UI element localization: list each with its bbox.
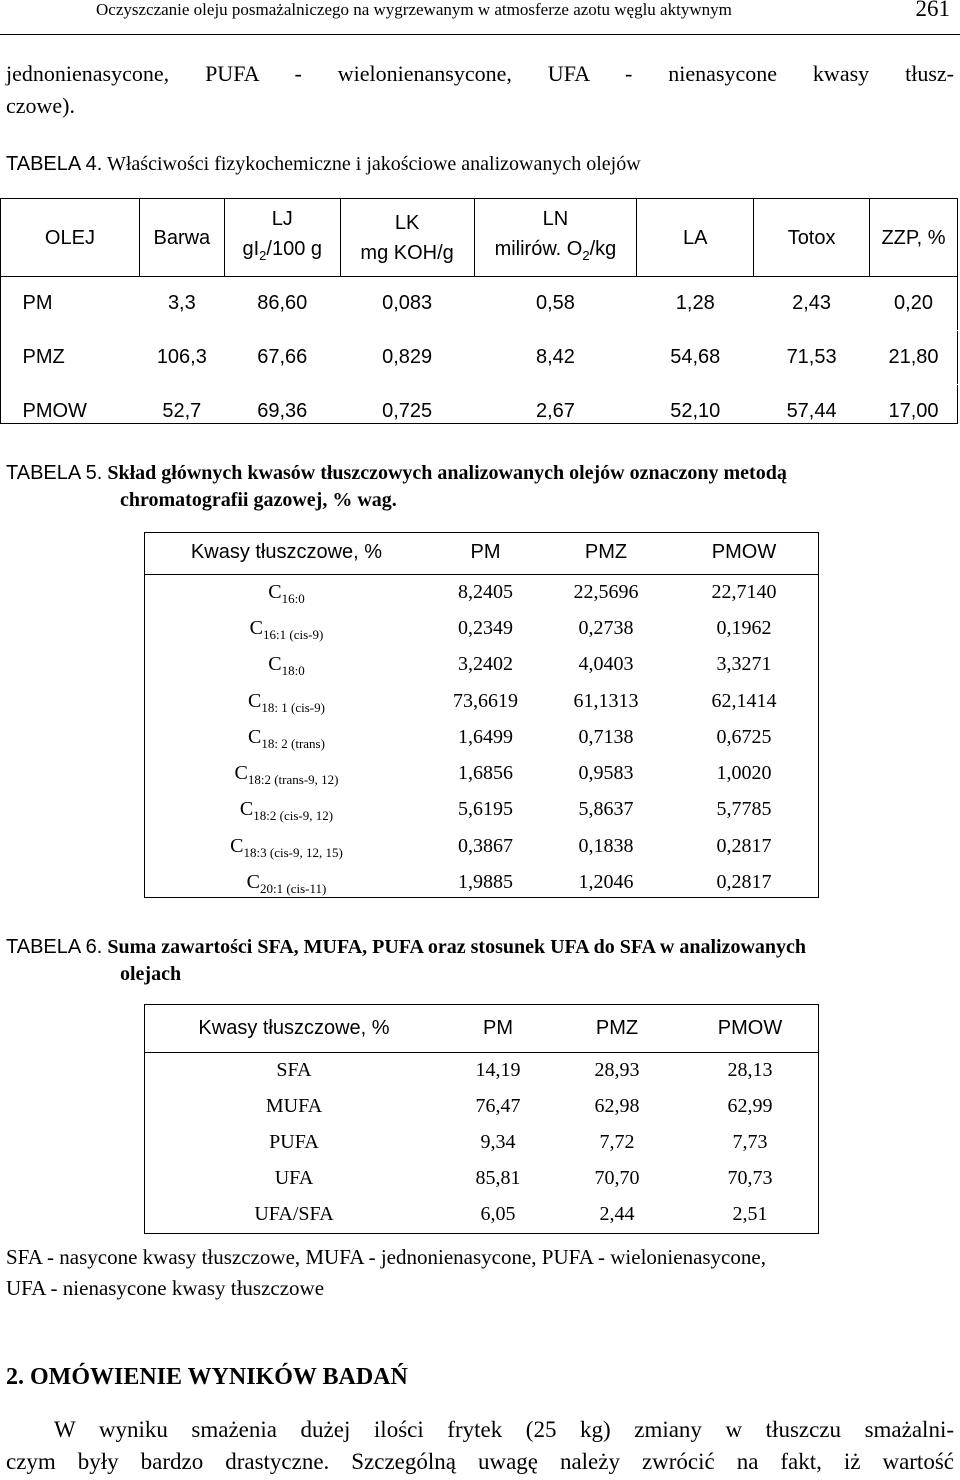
table4-header-lk: LK mg KOH/g: [340, 199, 474, 277]
table5-header-pmow: PMOW: [670, 532, 818, 574]
table4-header-lj: LJ $gI_2/100$ g: [224, 199, 340, 277]
table6-header-pmow: PMOW: [717, 1016, 783, 1039]
table-row: $C_{18:0}$ 3,2402 4,0403 3,3271: [268, 653, 772, 679]
table4: [0, 198, 958, 439]
table4-header-ln: LN milirów. $O_2/kg$: [474, 199, 637, 277]
table4-header-la: LA: [637, 199, 754, 277]
table4-header-barwa: Barwa: [139, 199, 224, 277]
table4-title: Właściwości fizykochemiczne i jakościowe analizowanych olejów: [107, 153, 641, 175]
intro-line-2: czowe).: [6, 93, 76, 118]
table-row: PMZ 106,3 67,66 0,829 8,42 54,68 71,53 21,80: [1, 331, 958, 385]
table6-header-row: [144, 1004, 818, 1052]
table-row: MUFA 76,47 62,98 62,99: [265, 1094, 773, 1117]
table5-title-line1: Skład głównych kwasów tłuszczowych analizowanych olejów oznaczony metodą: [107, 462, 787, 484]
table4-caption: [6, 151, 641, 178]
table-row: $C_{18: 2 (trans)}$ 1,6499 0,7138 0,6725: [248, 725, 772, 751]
table6: [144, 1004, 818, 1232]
table5-title-line2: chromatografii gazowej, % wag.: [120, 489, 397, 511]
table6-title-line1: Suma zawartości SFA, MUFA, PUFA oraz stosunek UFA do SFA w analizowanych: [107, 936, 807, 958]
table-row: $C_{18:2 (cis-9, 12)}$ 5,6195 5,8637 5,7785: [239, 798, 772, 824]
table-row: $C_{16:1 (cis-9)}$ 0,2349 0,2738 0,1962: [249, 616, 772, 642]
table-row: PUFA 9,34 7,72 7,73: [269, 1130, 768, 1153]
table5-header-pmz: PMZ: [542, 532, 670, 574]
footnote-line-1: SFA - nasycone kwasy tłuszczowe, MUFA - jednonienasycone, PUFA - wielonienasycone,: [6, 1245, 766, 1269]
table-row: $C_{16:0}$ 8,2405 22,5696 22,7140: [268, 580, 777, 606]
table6-caption: [6, 934, 954, 988]
table6-label: TABELA 6.: [6, 936, 103, 958]
table-row: SFA 14,19 28,93 28,13: [276, 1058, 773, 1081]
footnote-line-2: UFA - nienasycone kwasy tłuszczowe: [6, 1276, 325, 1300]
table5-header-row: [144, 532, 818, 574]
table-row: PM 3,3 86,60 0,083 0,58 1,28 2,43 0,20: [1, 277, 958, 331]
table4-header-totox: Totox: [754, 199, 870, 277]
table5-caption: [6, 460, 954, 514]
table5: [144, 532, 818, 901]
table6-header-acids: Kwasy tłuszczowe, %: [198, 1016, 390, 1039]
table-row: $C_{18: 1 (cis-9)}$ 73,6619 61,1313 62,1414: [248, 689, 777, 715]
table5-label: TABELA 5.: [6, 462, 103, 484]
table4-header-row: [1, 199, 958, 277]
table4-label: TABELA 4.: [6, 153, 103, 175]
intro-line-1: jednonienasycone, PUFA - wielonienansycone, UFA - nienasycone kwasy tłusz-: [6, 61, 954, 86]
table4-header-olej: OLEJ: [1, 199, 140, 277]
running-header-title: Oczyszczanie oleju posmażalniczego na wygrzewanym w atmosferze azotu węglu aktywnym: [96, 0, 732, 19]
table-row: $C_{18:2 (trans-9, 12)}$ 1,6856 0,9583 1,0020: [234, 762, 772, 788]
table5-header-pm: PM: [429, 532, 542, 574]
table-row: UFA 85,81 70,70 70,73: [274, 1166, 773, 1189]
section-heading: 2. OMÓWIENIE WYNIKÓW BADAŃ: [6, 1364, 408, 1390]
paragraph-line-2: czym były bardzo drastyczne. Szczególną uwagę należy zwrócić na fakt, iż wartość: [6, 1449, 954, 1474]
table6-header-pmz: PMZ: [595, 1016, 639, 1039]
table5-header-acids: Kwasy tłuszczowe, %: [144, 532, 429, 574]
paragraph-line-1: W wyniku smażenia dużej ilości frytek (25 kg) zmiany w tłuszczu smażalni-: [54, 1417, 954, 1442]
table6-footnote: [6, 1242, 956, 1304]
page-number: 261: [915, 0, 950, 21]
table4-header-zzp: ZZP, %: [870, 199, 958, 277]
table6-header-pm: PM: [483, 1016, 513, 1039]
table-row: $C_{18:3 (cis-9, 12, 15)}$ 0,3867 0,1838 0,2817: [230, 834, 772, 860]
table-row: $C_{20:1 (cis-11)}$ 1,9885 1,2046 0,2817: [246, 871, 772, 897]
table6-title-line2: olejach: [120, 963, 182, 985]
table-row: UFA/SFA 6,05 2,44 2,51: [254, 1202, 768, 1225]
table-row: PMOW 52,7 69,36 0,725 2,67 52,10 57,44 17,00: [1, 385, 958, 439]
running-header: [0, 0, 960, 35]
